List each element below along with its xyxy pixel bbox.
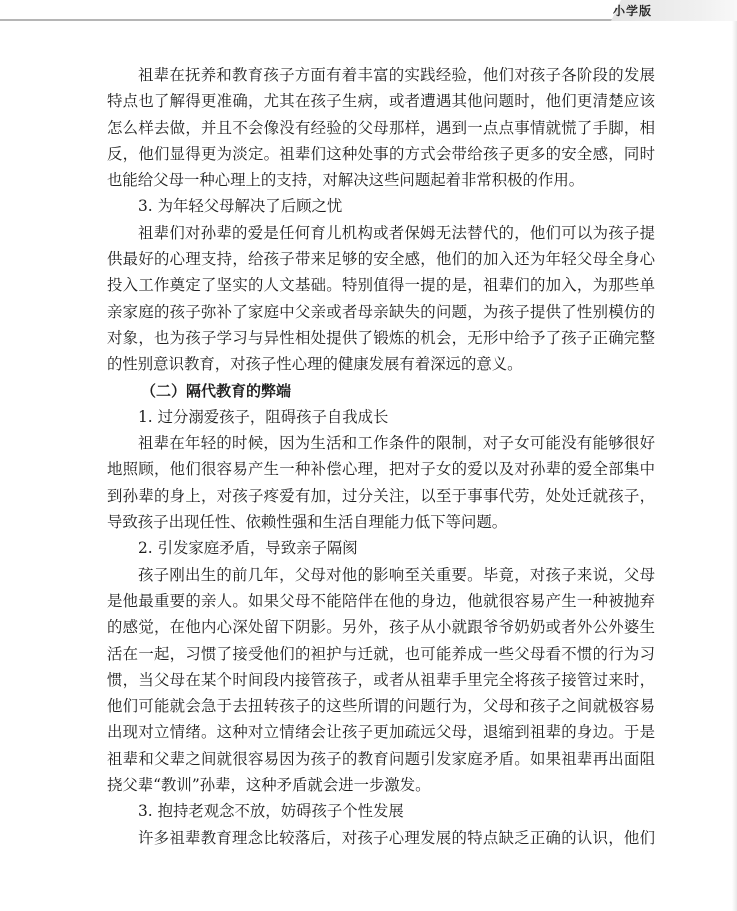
page-body [107, 62, 655, 851]
paragraph-line: 是他最重要的亲人。如果父母不能陪伴在他的身边，他就很容易产生一种被抛弃 [107, 591, 655, 610]
edition-label: 小学版 [613, 4, 653, 18]
paragraph-line: 祖辈在抚养和教育孩子方面有着丰富的实践经验，他们对孩子各阶段的发展 [138, 66, 655, 84]
paragraph-line: 的性别意识教育，对孩子性心理的健康发展有着深远的意义。 [107, 355, 523, 374]
paragraph-line: 他们可能就会急于去扭转孩子的这些所谓的问题行为，父母和孩子之间就极容易 [107, 697, 655, 716]
subheading: 3. 为年轻父母解决了后顾之忧 [138, 197, 343, 216]
paragraph-line: 孩子刚出生的前几年，父母对他的影响至关重要。毕竟，对孩子来说，父母 [138, 565, 655, 584]
paragraph-line: 亲家庭的孩子弥补了家庭中父亲或者母亲缺失的问题，为孩子提供了性别模仿的 [107, 302, 655, 321]
paragraph-line: 祖辈在年轻的时候，因为生活和工作条件的限制，对子女可能没有能够很好 [138, 434, 655, 453]
paragraph-line: 挠父辈“教训”孙辈，这种矛盾就会进一步激发。 [107, 776, 431, 795]
paragraph-line: 导致孩子出现任性、依赖性强和生活自理能力低下等问题。 [107, 513, 508, 532]
paragraph-line: 祖辈和父辈之间就很容易因为孩子的教育问题引发家庭矛盾。如果祖辈再出面阻 [107, 749, 655, 768]
subheading: 1. 过分溺爱孩子，阻碍孩子自我成长 [138, 407, 389, 426]
page-edge-shadow [732, 21, 737, 911]
header-rule [0, 19, 655, 21]
paragraph-line: 到孙辈的身上，对孩子疼爱有加，过分关注，以至于事事代劳，处处迁就孩子， [107, 486, 655, 505]
paragraph-line: 供最好的心理支持，给孩子带来足够的安全感，他们的加入还为年轻父母全身心 [107, 250, 655, 269]
subheading: 2. 引发家庭矛盾，导致亲子隔阂 [138, 539, 358, 558]
paragraph-line: 投入工作奠定了坚实的人文基础。特别值得一提的是，祖辈们的加入，为那些单 [107, 276, 655, 295]
paragraph-line: 怎么样去做，并且不会像没有经验的父母那样，遇到一点点事情就慌了手脚，相 [107, 118, 655, 137]
paragraph-line: 反，他们显得更为淡定。祖辈们这种处事的方式会带给孩子更多的安全感，同时 [107, 144, 655, 163]
subheading: 3. 抱持老观念不放，妨碍孩子个性发展 [138, 802, 404, 821]
paragraph-line: 出现对立情绪。这种对立情绪会让孩子更加疏远父母，退缩到祖辈的身边。于是 [107, 723, 655, 742]
paragraph-line: 的感觉，在他内心深处留下阴影。另外，孩子从小就跟爷爷奶奶或者外公外婆生 [107, 618, 655, 637]
paragraph-line: 地照顾，他们很容易产生一种补偿心理，把对子女的爱以及对孙辈的爱全部集中 [107, 460, 655, 479]
section-heading: （二）隔代教育的弊端 [141, 381, 292, 400]
paragraph-line: 许多祖辈教育理念比较落后，对孩子心理发展的特点缺乏正确的认识，他们 [138, 828, 655, 847]
paragraph-line: 活在一起，习惯了接受他们的袒护与迁就，也可能养成一些父母看不惯的行为习 [107, 644, 655, 663]
paragraph-line: 祖辈们对孙辈的爱是任何育儿机构或者保姆无法替代的，他们可以为孩子提 [138, 223, 655, 242]
paragraph-line: 也能给父母一种心理上的支持，对解决这些问题起着非常积极的作用。 [107, 171, 585, 190]
paragraph-line: 对象，也为孩子学习与异性相处提供了锻炼的机会，无形中给予了孩子正确完整 [107, 328, 655, 347]
paragraph-line: 特点也了解得更准确，尤其在孩子生病，或者遭遇其他问题时，他们更清楚应该 [107, 92, 655, 111]
paragraph-line: 惯，当父母在某个时间段内接管孩子，或者从祖辈手里完全将孩子接管过来时， [107, 670, 655, 689]
